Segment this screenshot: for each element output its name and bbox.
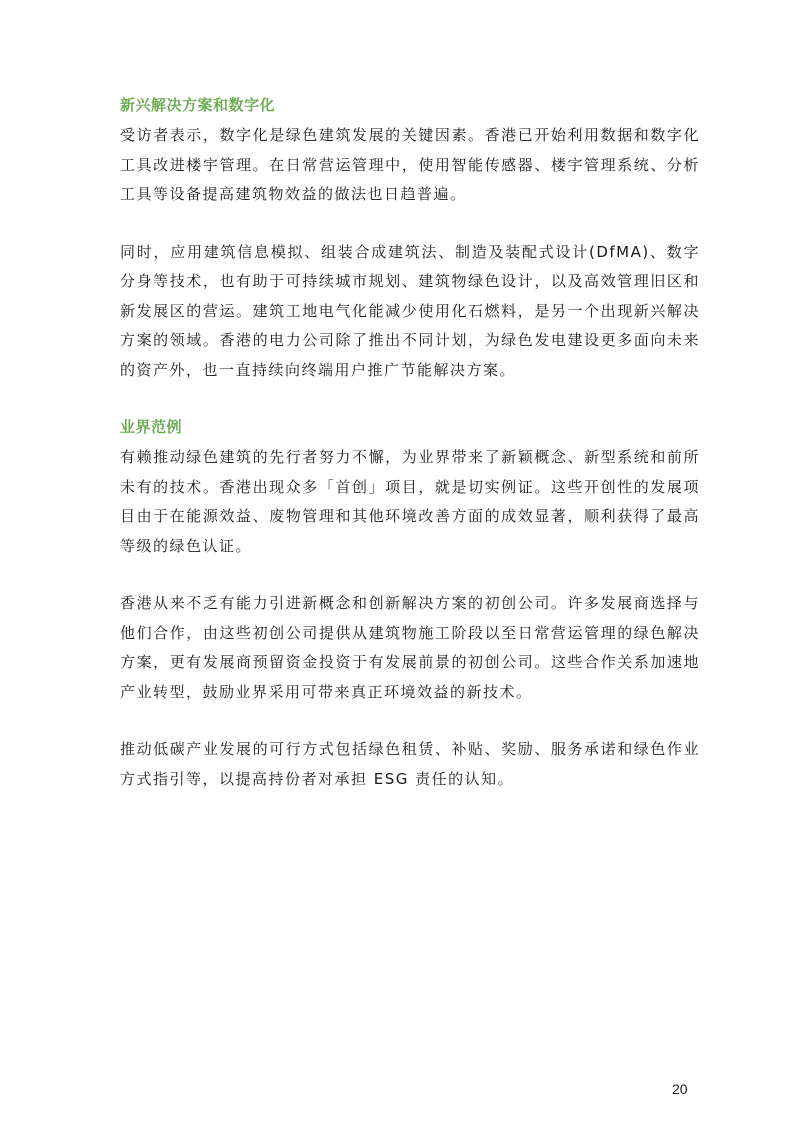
paragraph-examples-2: 香港从来不乏有能力引进新概念和创新解决方案的初创公司。许多发展商选择与他们合作，由这些初创公司提供从建筑物施工阶段以至日常营运管理的绿色解决方案，更有发展商预留资金投资于有发展前景的初创公司。这些合作关系加速地产业转型，鼓励业界采用可带来真正环境效益的新技术。 xyxy=(120,594,700,701)
paragraph-examples-3: 推动低碳产业发展的可行方式包括绿色租赁、补贴、奖励、服务承诺和绿色作业方式指引等，以提高持份者对承担 ESG 责任的认知。 xyxy=(120,740,700,788)
paragraph-examples-1: 有赖推动绿色建筑的先行者努力不懈，为业界带来了新颖概念、新型系统和前所未有的技术。香港出现众多「首创」项目，就是切实例证。这些开创性的发展项目由于在能源效益、废物管理和其他环境改善方面的成效显著，顺利获得了最高等级的绿色认证。 xyxy=(120,448,700,555)
paragraph-digitalization-2: 同时，应用建筑信息模拟、组装合成建筑法、制造及装配式设计(DfMA)、数字分身等技术，也有助于可持续城市规划、建筑物绿色设计，以及高效管理旧区和新发展区的营运。建筑工地电气化能减少使用化石燃料，是另一个出现新兴解决方案的领域。香港的电力公司除了推出不同计划，为绿色发电建设更多面向未来的资产外，也一直持续向终端用户推广节能解决方案。 xyxy=(120,242,700,379)
paragraph-spacer xyxy=(120,707,700,735)
paragraph-digitalization-1: 受访者表示，数字化是绿色建筑发展的关键因素。香港已开始利用数据和数字化工具改进楼宇管理。在日常营运管理中，使用智能传感器、楼宇管理系统、分析工具等设备提高建筑物效益的做法也日趋普遍。 xyxy=(120,126,700,203)
section-spacer xyxy=(120,385,700,415)
page-number: 20 xyxy=(672,1081,688,1097)
section-heading-digitalization: 新兴解决方案和数字化 xyxy=(120,96,276,114)
page-content xyxy=(120,93,700,794)
paragraph-spacer xyxy=(120,561,700,589)
section-heading-industry-examples: 业界范例 xyxy=(120,418,183,436)
paragraph-spacer xyxy=(120,210,700,238)
